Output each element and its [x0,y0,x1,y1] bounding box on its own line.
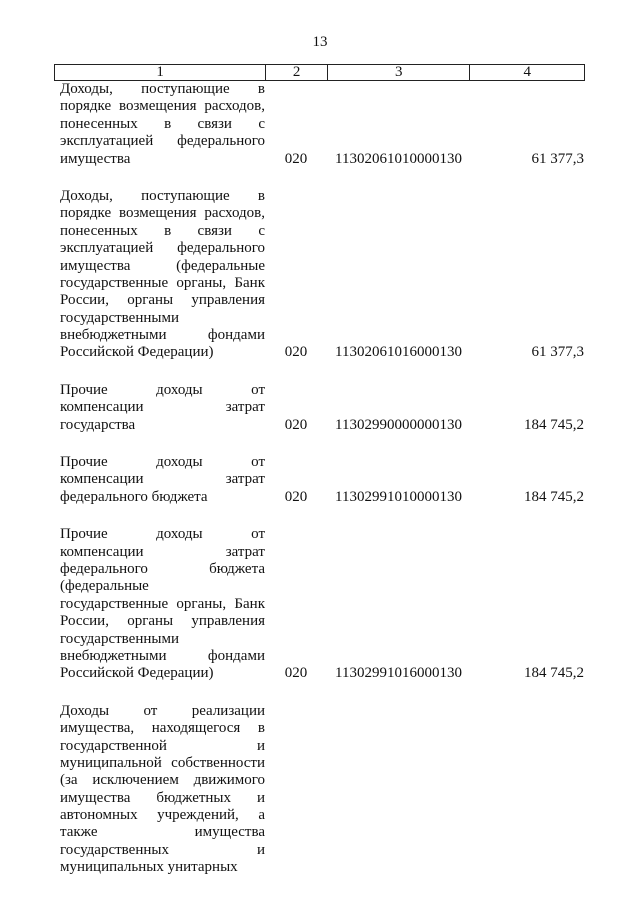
admin-code-cell: 020 [284,416,308,433]
description-line: государственной и [60,737,265,754]
table-row [54,526,585,683]
description-line: государственные органы, Банк [60,595,265,612]
description-line: имущества бюджетных и [60,789,265,806]
description-line: понесенных в связи с [60,115,265,132]
admin-code-cell: 020 [284,488,308,505]
admin-code-cell: 020 [284,150,308,167]
admin-code-cell: 020 [284,344,308,361]
description-line: эксплуатацией федерального [60,240,265,257]
description-line: компенсации затрат [60,471,265,488]
column-header-2: 2 [265,65,327,80]
description-line: имущества, находящегося в [60,720,265,737]
description-line: также имущества [60,824,265,841]
description-line: компенсации затрат [60,399,265,416]
description-line: Прочие доходы от [60,526,265,543]
description-line: государственных и [60,841,265,858]
table-row [54,188,585,362]
revenue-description [60,382,265,434]
description-line: внебюджетными фондами [60,327,265,344]
description-line: России, органы управления [60,292,265,309]
description-line: федерального бюджета [60,488,208,505]
budget-classification-code-cell: 11302990000000130 [335,416,462,433]
description-line: муниципальной собственности [60,754,265,771]
description-line: Прочие доходы от [60,454,265,471]
budget-classification-code-cell: 11302061010000130 [335,150,462,167]
amount-cell: 184 745,2 [524,488,584,505]
description-line: Прочие доходы от [60,381,265,398]
page-number: 13 [312,34,328,50]
table-row [54,382,585,434]
column-header-1: 1 [156,64,164,80]
description-line: Доходы от реализации [60,702,265,719]
description-line: понесенных в связи с [60,222,265,239]
amount-cell: 61 377,3 [531,344,584,361]
admin-code-cell: 020 [284,665,308,682]
budget-classification-code-cell: 11302061016000130 [335,344,462,361]
amount-cell: 184 745,2 [524,416,584,433]
column-header-3: 3 [327,65,469,80]
description-line: Доходы, поступающие в [60,81,265,97]
description-line: (федеральные [60,578,149,595]
budget-classification-code-cell: 11302991010000130 [335,488,462,505]
description-line: (за исключением движимого [60,772,265,789]
description-line: Российской Федерации) [60,344,214,361]
table-row [54,81,585,168]
description-line: государственными [60,630,179,647]
description-line: государственными [60,309,179,326]
description-line: эксплуатацией федерального [60,133,265,150]
table-header-row [54,64,585,81]
description-line: имущества [60,150,131,167]
description-line: имущества (федеральные [60,257,265,274]
description-line: России, органы управления [60,613,265,630]
table-row [54,703,585,877]
amount-cell: 61 377,3 [531,150,584,167]
description-line: внебюджетными фондами [60,647,265,664]
revenue-description [60,526,265,683]
description-line: порядке возмещения расходов, [60,205,265,222]
description-line: порядке возмещения расходов, [60,98,265,115]
budget-classification-code-cell: 11302991016000130 [335,665,462,682]
description-line: компенсации затрат [60,543,265,560]
revenue-description [60,81,265,168]
revenue-description [60,188,265,362]
table-row [54,454,585,506]
description-line: Доходы, поступающие в [60,187,265,204]
description-line: муниципальных унитарных [60,859,238,876]
amount-cell: 184 745,2 [524,665,584,682]
description-line: федерального бюджета [60,560,265,577]
column-header-4: 4 [469,65,584,80]
description-line: Российской Федерации) [60,665,214,682]
revenue-description [60,454,265,506]
description-line: государственные органы, Банк [60,274,265,291]
description-line: автономных учреждений, а [60,807,265,824]
table-body [54,81,585,877]
description-line: государства [60,416,136,433]
revenue-description [60,703,265,877]
